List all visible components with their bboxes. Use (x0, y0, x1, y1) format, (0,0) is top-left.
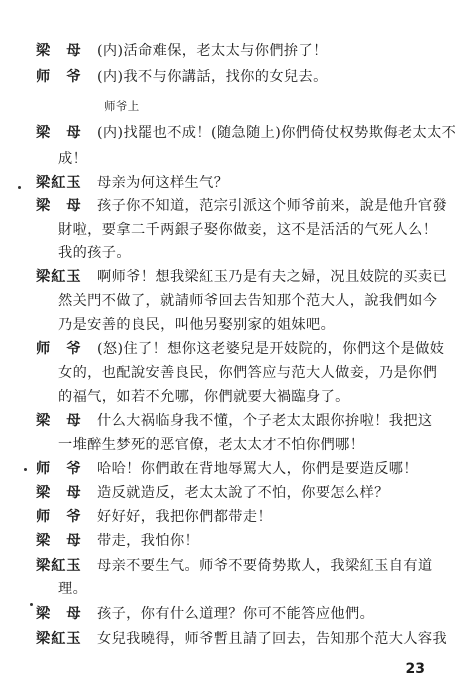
speaker-name: 梁 母 (36, 198, 82, 214)
dialogue-text: (内)找罷也不成！(随急随上)你們倚仗权势欺侮老太太不 (97, 125, 457, 141)
page-number: 23 (405, 661, 425, 677)
scan-speck (30, 603, 33, 606)
dialogue-text: 孩子，你有什么道理？你可不能答应他們。 (97, 606, 375, 622)
speaker-name: 师 爷 (36, 461, 82, 477)
speaker-name: 梁 母 (36, 485, 82, 501)
dialogue-text: (内)我不与你講話，找你的女兒去。 (97, 69, 328, 85)
dialogue-text: 啊师爷！想我梁紅玉乃是有夫之婦，况且妓院的买卖已 (97, 269, 448, 285)
dialogue-text: 乃是安善的良民，叫他另娶别家的姐妹吧。 (58, 317, 336, 333)
speaker-name: 梁 母 (36, 125, 82, 141)
stage-direction: 师爷上 (104, 99, 140, 113)
speaker-name: 梁 母 (36, 43, 82, 59)
speaker-name: 梁紅玉 (36, 558, 82, 574)
speaker-name: 师 爷 (36, 69, 82, 85)
dialogue-text: 女兒我曉得，师爷暫且請了回去，告知那个范大人容我 (97, 631, 448, 647)
dialogue-text: 一堆醉生梦死的恶官僚，老太太才不怕你們哪！ (58, 437, 365, 453)
dialogue-text: 哈哈！你們敢在背地辱罵大人，你們是要造反哪！ (97, 461, 418, 477)
speaker-name: 梁紅玉 (36, 269, 82, 285)
dialogue-text: 好好好，我把你們都带走！ (97, 509, 273, 525)
dialogue-text: 成！ (58, 151, 88, 167)
dialogue-text: 財啦，要拿二千两銀子娶你做妾，这不是活活的气死人么！ (58, 222, 438, 238)
dialogue-text: 女的，也配說安善良民，你們答应与范大人做妾，乃是你們 (58, 365, 438, 381)
dialogue-text: 母亲为何这样生气？ (97, 175, 229, 191)
dialogue-text: 我的孩子。 (58, 245, 131, 261)
dialogue-text: 孩子你不知道，范宗引派这个师爷前来，說是他升官發 (97, 198, 448, 214)
dialogue-text: 母亲不要生气。师爷不要倚势欺人，我梁紅玉自有道 (97, 558, 433, 574)
speaker-name: 梁 母 (36, 413, 82, 429)
dialogue-text: (怒)住了！想你这老婆兒是开妓院的，你們这个是做妓 (97, 341, 445, 357)
dialogue-text: 的福气，如若不允哪，你們就要大禍臨身了。 (58, 389, 350, 405)
dialogue-text: 带走，我怕你！ (97, 533, 200, 549)
dialogue-text: 理。 (58, 581, 88, 597)
dialogue-text: 造反就造反，老太太說了不怕，你要怎么样？ (97, 485, 389, 501)
speaker-name: 师 爷 (36, 341, 82, 357)
speaker-name: 梁紅玉 (36, 631, 82, 647)
speaker-name: 梁 母 (36, 606, 82, 622)
dialogue-text: (内)活命难保，老太太与你們拚了！ (97, 43, 328, 59)
dialogue-text: 什么大祸临身我不懂，个子老太太跟你拚啦！我把这 (97, 413, 433, 429)
dialogue-text: 然关門不做了，就請师爷回去告知那个范大人，說我們如今 (58, 293, 438, 309)
scan-speck (24, 468, 27, 471)
speaker-name: 梁 母 (36, 533, 82, 549)
speaker-name: 梁紅玉 (36, 175, 82, 191)
scan-speck (18, 186, 21, 189)
speaker-name: 师 爷 (36, 509, 82, 525)
